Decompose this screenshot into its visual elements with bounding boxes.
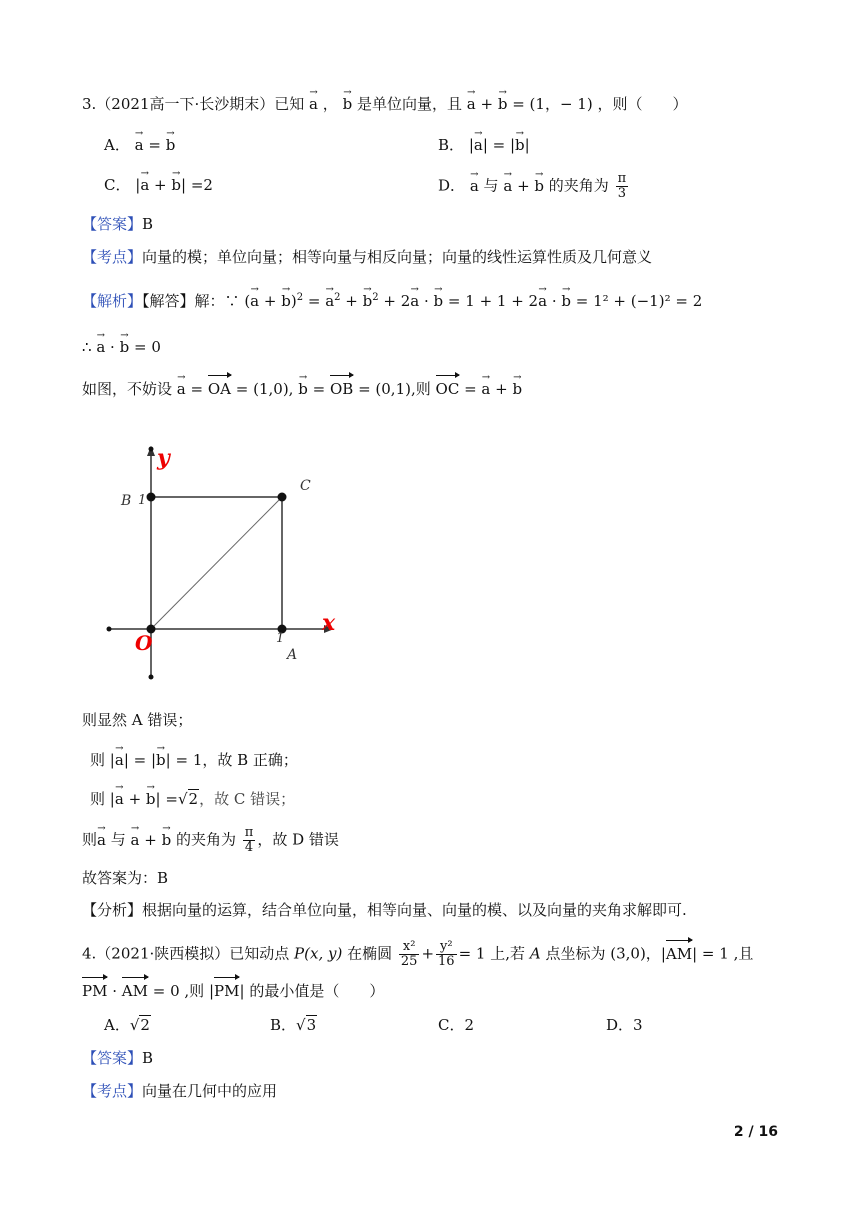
therefore-expr: → a · → b xyxy=(96,338,134,356)
q4-stem-mid3: 点坐标为 xyxy=(545,944,606,963)
option-d-text: D．3 xyxy=(606,1016,643,1034)
fig-a-expr: → a = OA xyxy=(177,380,236,398)
q3-stem-sep: ， xyxy=(322,95,338,113)
frac-den: 4 xyxy=(244,840,254,855)
vector-a: → a xyxy=(470,175,479,197)
option-a-label: A． xyxy=(104,1016,130,1034)
point-c-label: C xyxy=(300,478,311,494)
answer-tag: 【答案】 xyxy=(82,215,143,233)
frac-den: 25 xyxy=(400,954,418,969)
option-b-expr: |→ a| = |→ b| xyxy=(469,136,530,154)
q4-line2-tail: 的最小值是（ ） xyxy=(249,982,385,1000)
topic-value: 向量在几何中的应用 xyxy=(142,1082,278,1100)
option-a-label: A． xyxy=(104,136,130,154)
x-axis-left-end xyxy=(107,627,112,632)
analysis-eq: = 1 + 1 + 2 xyxy=(447,292,539,310)
option-c-value: =2 xyxy=(190,176,213,194)
vector-a: → a xyxy=(309,93,318,115)
option-d-sum: → a + → b xyxy=(503,177,544,195)
therefore-eq: = 0 xyxy=(133,338,161,356)
option-c-label: C． xyxy=(104,176,131,194)
q3-option-b xyxy=(438,134,530,156)
frac-den: 16 xyxy=(438,954,455,969)
q4-stem: 4.（2021·陕西模拟）已知动点 P(x, y) 在椭圆 $\frac{\text{x²}}{25}$ + $\frac{\text{y²}}{16}$ = 1 上,若 A 点坐标为 (3,0)，|AM| = 1 ,且 xyxy=(82,939,754,969)
frac-num: π xyxy=(617,171,627,186)
frac-den: 3 xyxy=(617,186,626,201)
q4-option-b xyxy=(270,1014,317,1036)
q3-option-a xyxy=(104,134,175,156)
conclusion-c-prefix: 则 xyxy=(90,790,106,808)
q3-therefore xyxy=(82,336,161,358)
option-c-text: C．2 xyxy=(438,1016,475,1034)
q4-option-d xyxy=(606,1014,643,1036)
q4-point: P(x, y) xyxy=(294,944,343,963)
q4-pm-norm: |PM| xyxy=(208,982,245,1000)
vector-a: → a xyxy=(97,829,106,851)
frac-num: x² xyxy=(399,940,420,955)
y-axis-bottom-end xyxy=(149,675,154,680)
q3-figure-intro xyxy=(82,378,522,400)
q3-stem-mid: 是单位向量，且 xyxy=(356,95,462,113)
conclusion-b-expr: |→ a| = |→ b| xyxy=(110,751,171,769)
point-c xyxy=(278,493,287,502)
sqrt-sign: √ xyxy=(296,1016,306,1034)
q3-stem-suffix: ，则（ ） xyxy=(597,95,688,113)
analysis-tag: 【解析】 xyxy=(82,292,143,310)
conclusion-d-suffix: 的夹角为 xyxy=(176,830,237,849)
conclusion-c-eq: = xyxy=(165,790,178,808)
option-d-suffix: 的夹角为 xyxy=(548,176,609,195)
q4-option-a xyxy=(104,1014,151,1036)
frac-num: y² xyxy=(436,940,457,955)
x-unit-label: 1 xyxy=(276,631,285,646)
frac-num: π xyxy=(244,825,254,840)
q4-stem-mid2: 上,若 xyxy=(490,944,526,963)
x-axis-label: x xyxy=(322,610,336,636)
q3-option-d xyxy=(438,172,630,201)
fig-b-expr: → b = OB xyxy=(298,380,358,398)
conclusion-a-text: 则显然 A 错误； xyxy=(82,711,193,729)
q4-frac-y xyxy=(436,940,457,969)
q4-stem-line2 xyxy=(82,980,384,1002)
conclusion-b xyxy=(90,749,298,771)
point-b xyxy=(147,493,156,502)
option-c-expr: |→ a + → b| xyxy=(135,176,186,194)
sum-expr: → a + → b xyxy=(467,95,508,113)
analysis-dot: → a · → b xyxy=(538,292,576,310)
conclusion-a xyxy=(82,709,192,731)
sqrt-radicand: 3 xyxy=(306,1016,317,1034)
topic-tag: 【考点】 xyxy=(82,1082,143,1100)
conclusion-d-tail: ，故 D 错误 xyxy=(257,830,339,849)
conclusion-c xyxy=(90,788,295,810)
sqrt-radicand: 2 xyxy=(140,1016,150,1034)
answer-tag: 【答案】 xyxy=(82,1049,143,1067)
summary-tag: 【分析】 xyxy=(82,901,143,919)
y-axis-label: y xyxy=(157,445,170,471)
page-number: 2 / 16 xyxy=(733,1124,778,1140)
conclusion-d-sum: → a + → b xyxy=(131,831,172,849)
fig-oc-expr: OC = → a + → b xyxy=(436,380,523,398)
option-a-expr: → a = → b xyxy=(135,136,176,154)
conclusion-d-prefix: 则 xyxy=(82,830,98,849)
vector-b: → b xyxy=(343,93,353,115)
conclusion-d-fraction xyxy=(243,826,256,855)
sqrt-radicand: 2 xyxy=(188,790,199,808)
fig-b-value: = (0,1),则 xyxy=(358,380,431,398)
sqrt-sign: √ xyxy=(129,1016,140,1034)
q4-coord: (3,0) xyxy=(610,944,646,963)
q4-point-a: A xyxy=(529,944,541,963)
final-answer-text: 故答案为：B xyxy=(82,869,169,887)
final-answer xyxy=(82,867,168,889)
sqrt-sign: √ xyxy=(177,790,188,808)
coordinate-figure xyxy=(100,438,350,688)
point-b-label: B xyxy=(121,493,132,509)
option-b-label: B． xyxy=(438,136,465,154)
q4-line2-eq: = 0 ,则 xyxy=(152,982,205,1000)
q3-topic xyxy=(82,246,652,268)
option-d-mid: 与 xyxy=(483,176,499,195)
analysis-eq-tail: = 1² + (−1)² = 2 xyxy=(575,292,703,310)
q4-option-c xyxy=(438,1014,474,1036)
conclusion-c-suffix: ，故 C 错误； xyxy=(199,790,296,808)
q3-option-c xyxy=(104,174,213,196)
q3-answer xyxy=(82,213,153,235)
option-b-label: B． xyxy=(270,1016,297,1034)
q3-stem-prefix: 3.（2021高一下·长沙期末）已知 xyxy=(82,95,305,113)
q3-stem-value: = (1，− 1) xyxy=(512,95,593,113)
q3-summary xyxy=(82,899,687,921)
q4-am-norm: |AM| xyxy=(660,944,698,963)
segment-oc xyxy=(151,497,282,629)
fig-intro-text: 如图，不妨设 xyxy=(82,380,173,398)
fig-a-value: = (1,0), xyxy=(235,380,294,398)
q4-stem-prefix: 4.（2021·陕西模拟）已知动点 xyxy=(82,944,290,963)
summary-text: 根据向量的运算，结合单位向量，相等向量、向量的模、以及向量的夹角求解即可. xyxy=(142,901,687,919)
conclusion-b-eq: = 1，故 B 正确； xyxy=(175,751,298,769)
q4-dot-expr: PM · AM xyxy=(82,982,148,1000)
conclusion-b-prefix: 则 xyxy=(90,751,106,769)
answer-value: B xyxy=(142,215,154,233)
conclusion-d-mid: 与 xyxy=(110,830,126,849)
origin-label: O xyxy=(135,631,153,655)
q4-answer xyxy=(82,1047,153,1069)
q4-am-tail: = 1 ,且 xyxy=(701,944,754,963)
option-d-fraction xyxy=(616,172,629,201)
q4-stem-mid: 在椭圆 xyxy=(347,944,393,963)
q3-analysis xyxy=(82,287,702,312)
conclusion-d xyxy=(82,826,339,855)
point-a-label: A xyxy=(287,647,298,663)
q4-topic xyxy=(82,1080,277,1102)
q3-stem xyxy=(82,93,687,115)
analysis-head: 【解答】解：∵ xyxy=(142,292,240,310)
y-axis-top-end xyxy=(149,447,154,452)
analysis-expr: (→ a + → b)$^2$ = → $a^2$ + → $b^2 + 2\to a$ · → b xyxy=(244,292,448,310)
q4-frac-x xyxy=(399,940,420,969)
q4-plus: + xyxy=(421,944,435,963)
conclusion-c-expr: |→ a + → b| xyxy=(110,790,161,808)
topic-value: 向量的模；单位向量；相等向量与相反向量；向量的线性运算性质及几何意义 xyxy=(142,248,653,266)
answer-value: B xyxy=(142,1049,154,1067)
topic-tag: 【考点】 xyxy=(82,248,143,266)
option-d-label: D． xyxy=(438,176,466,195)
q4-eq-one: = 1 xyxy=(458,944,486,963)
y-unit-label: 1 xyxy=(138,493,147,508)
therefore-symbol: ∴ xyxy=(82,338,92,356)
